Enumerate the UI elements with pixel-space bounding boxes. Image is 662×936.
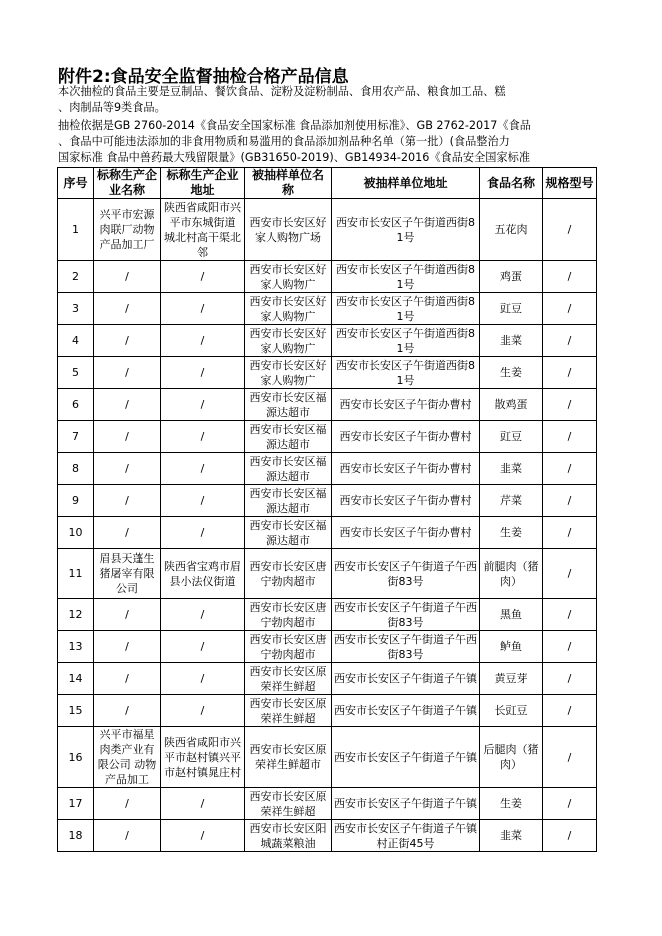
cell-spec: / <box>543 695 597 727</box>
cell-sampled-address: 西安市长安区子午街办曹村 <box>332 421 480 453</box>
header-spec: 规格型号 <box>543 168 597 199</box>
cell-food-name: 豇豆 <box>480 293 543 325</box>
cell-spec: / <box>543 663 597 695</box>
cell-sampled-address: 西安市长安区子午街道子午镇村正街45号 <box>332 820 480 852</box>
cell-sampled-unit: 西安市长安区原荣祥生鲜超 <box>245 663 332 695</box>
table-row <box>58 261 597 293</box>
cell-maker-name: / <box>94 695 161 727</box>
cell-serial: 8 <box>58 453 94 485</box>
cell-food-name: 黑鱼 <box>480 599 543 631</box>
cell-food-name: 五花肉 <box>480 199 543 261</box>
cell-sampled-unit: 西安市长安区好家人购物广 <box>245 293 332 325</box>
table-row <box>58 389 597 421</box>
cell-sampled-address: 西安市长安区子午街道西街81号 <box>332 199 480 261</box>
cell-food-name: 散鸡蛋 <box>480 389 543 421</box>
header-maker-name: 标称生产企业名称 <box>94 168 161 199</box>
cell-spec: / <box>543 293 597 325</box>
cell-sampled-address: 西安市长安区子午街道西街81号 <box>332 325 480 357</box>
table-row <box>58 788 597 820</box>
cell-sampled-address: 西安市长安区子午街道西街81号 <box>332 357 480 389</box>
cell-maker-address: / <box>161 325 245 357</box>
header-sampled-address: 被抽样单位地址 <box>332 168 480 199</box>
cell-maker-name: / <box>94 453 161 485</box>
cell-maker-address: / <box>161 663 245 695</box>
cell-food-name: 韭菜 <box>480 453 543 485</box>
table-row <box>58 517 597 549</box>
cell-sampled-address: 西安市长安区子午街道子午镇 <box>332 695 480 727</box>
table-row <box>58 695 597 727</box>
page-title: 附件2:食品安全监督抽检合格产品信息 <box>58 67 349 87</box>
cell-serial: 15 <box>58 695 94 727</box>
cell-maker-name: 眉县天蓬生猪屠宰有限公司 <box>94 549 161 599</box>
table-row <box>58 357 597 389</box>
cell-serial: 9 <box>58 485 94 517</box>
cell-sampled-unit: 西安市长安区唐宁勃肉超市 <box>245 599 332 631</box>
table-row <box>58 421 597 453</box>
cell-sampled-unit: 西安市长安区好家人购物广场 <box>245 199 332 261</box>
cell-food-name: 豇豆 <box>480 421 543 453</box>
cell-food-name: 后腿肉（猪肉） <box>480 727 543 788</box>
cell-maker-name: / <box>94 325 161 357</box>
table-row <box>58 485 597 517</box>
cell-food-name: 生姜 <box>480 357 543 389</box>
table-row <box>58 549 597 599</box>
cell-sampled-unit: 西安市长安区福源达超市 <box>245 421 332 453</box>
cell-sampled-address: 西安市长安区子午街道子午西街83号 <box>332 599 480 631</box>
cell-serial: 18 <box>58 820 94 852</box>
cell-spec: / <box>543 599 597 631</box>
cell-maker-address: / <box>161 631 245 663</box>
cell-spec: / <box>543 357 597 389</box>
cell-spec: / <box>543 421 597 453</box>
cell-sampled-address: 西安市长安区子午街道子午镇 <box>332 663 480 695</box>
cell-maker-name: / <box>94 421 161 453</box>
cell-sampled-unit: 西安市长安区原荣祥生鲜超 <box>245 788 332 820</box>
table-row <box>58 199 597 261</box>
cell-sampled-unit: 西安市长安区唐宁勃肉超市 <box>245 549 332 599</box>
header-sampled-unit: 被抽样单位名称 <box>245 168 332 199</box>
product-table <box>57 167 597 852</box>
cell-maker-address: / <box>161 421 245 453</box>
cell-maker-name: / <box>94 788 161 820</box>
cell-sampled-address: 西安市长安区子午街办曹村 <box>332 485 480 517</box>
cell-spec: / <box>543 549 597 599</box>
cell-maker-address: / <box>161 517 245 549</box>
cell-spec: / <box>543 631 597 663</box>
cell-sampled-address: 西安市长安区子午街办曹村 <box>332 453 480 485</box>
table-row <box>58 727 597 788</box>
cell-sampled-address: 西安市长安区子午街道子午西街83号 <box>332 631 480 663</box>
cell-spec: / <box>543 517 597 549</box>
cell-spec: / <box>543 788 597 820</box>
cell-serial: 17 <box>58 788 94 820</box>
cell-spec: / <box>543 389 597 421</box>
cell-sampled-address: 西安市长安区子午街道西街81号 <box>332 293 480 325</box>
cell-maker-name: / <box>94 663 161 695</box>
cell-sampled-unit: 西安市长安区阳城蔬菜粮油 <box>245 820 332 852</box>
intro-line: 国家标准 食品中兽药最大残留限量》(GB31650-2019)、GB14934-2016《食品安全国家标准 <box>58 151 531 164</box>
cell-serial: 12 <box>58 599 94 631</box>
cell-sampled-address: 西安市长安区子午街道西街81号 <box>332 261 480 293</box>
cell-spec: / <box>543 261 597 293</box>
cell-food-name: 鲈鱼 <box>480 631 543 663</box>
cell-maker-address: / <box>161 695 245 727</box>
cell-sampled-address: 西安市长安区子午街道子午镇 <box>332 788 480 820</box>
cell-sampled-unit: 西安市长安区唐宁勃肉超市 <box>245 631 332 663</box>
cell-maker-address: / <box>161 293 245 325</box>
cell-food-name: 芹菜 <box>480 485 543 517</box>
cell-food-name: 黄豆芽 <box>480 663 543 695</box>
cell-sampled-unit: 西安市长安区好家人购物广 <box>245 357 332 389</box>
cell-serial: 4 <box>58 325 94 357</box>
table-row <box>58 325 597 357</box>
cell-maker-name: / <box>94 389 161 421</box>
table-row <box>58 293 597 325</box>
cell-serial: 16 <box>58 727 94 788</box>
intro-line: 抽检依据是GB 2760-2014《食品安全国家标准 食品添加剂使用标准》、GB 2762-2017《食品 <box>58 119 531 132</box>
cell-sampled-unit: 西安市长安区原荣祥生鲜超 <box>245 695 332 727</box>
table-row <box>58 663 597 695</box>
cell-spec: / <box>543 453 597 485</box>
cell-sampled-address: 西安市长安区子午街道子午西街83号 <box>332 549 480 599</box>
cell-spec: / <box>543 820 597 852</box>
cell-maker-name: / <box>94 261 161 293</box>
header-food-name: 食品名称 <box>480 168 543 199</box>
cell-serial: 11 <box>58 549 94 599</box>
header-maker-address: 标称生产企业地址 <box>161 168 245 199</box>
intro-line: 本次抽检的食品主要是豆制品、餐饮食品、淀粉及淀粉制品、食用农产品、粮食加工品、糕 <box>58 85 506 98</box>
cell-spec: / <box>543 485 597 517</box>
cell-sampled-unit: 西安市长安区福源达超市 <box>245 453 332 485</box>
cell-serial: 7 <box>58 421 94 453</box>
cell-maker-address: 陕西省咸阳市兴平市东城街道 城北村高干渠北邻 <box>161 199 245 261</box>
cell-sampled-unit: 西安市长安区福源达超市 <box>245 389 332 421</box>
cell-maker-name: / <box>94 599 161 631</box>
cell-maker-address: / <box>161 389 245 421</box>
table-row <box>58 599 597 631</box>
cell-food-name: 韭菜 <box>480 325 543 357</box>
cell-sampled-address: 西安市长安区子午街道子午镇 <box>332 727 480 788</box>
cell-maker-address: / <box>161 820 245 852</box>
cell-serial: 1 <box>58 199 94 261</box>
cell-serial: 14 <box>58 663 94 695</box>
intro-line: 、肉制品等9类食品。 <box>58 101 166 114</box>
cell-sampled-unit: 西安市长安区原荣祥生鲜超市 <box>245 727 332 788</box>
intro-line: 、食品中可能违法添加的非食用物质和易滥用的食品添加剂品种名单（第一批）(食品整治力 <box>58 135 510 148</box>
cell-maker-name: / <box>94 517 161 549</box>
cell-food-name: 生姜 <box>480 788 543 820</box>
cell-serial: 10 <box>58 517 94 549</box>
cell-maker-address: / <box>161 453 245 485</box>
cell-maker-address: / <box>161 788 245 820</box>
cell-serial: 13 <box>58 631 94 663</box>
table-row <box>58 453 597 485</box>
cell-serial: 5 <box>58 357 94 389</box>
cell-food-name: 前腿肉（猪肉） <box>480 549 543 599</box>
cell-maker-name: / <box>94 485 161 517</box>
cell-serial: 3 <box>58 293 94 325</box>
cell-food-name: 韭菜 <box>480 820 543 852</box>
cell-spec: / <box>543 325 597 357</box>
header-serial: 序号 <box>58 168 94 199</box>
cell-maker-name: / <box>94 357 161 389</box>
cell-maker-name: / <box>94 820 161 852</box>
cell-maker-address: / <box>161 599 245 631</box>
cell-food-name: 鸡蛋 <box>480 261 543 293</box>
cell-spec: / <box>543 199 597 261</box>
cell-sampled-unit: 西安市长安区好家人购物广 <box>245 325 332 357</box>
cell-serial: 2 <box>58 261 94 293</box>
cell-sampled-unit: 西安市长安区好家人购物广 <box>245 261 332 293</box>
cell-spec: / <box>543 727 597 788</box>
table-header-row <box>58 168 597 199</box>
cell-food-name: 生姜 <box>480 517 543 549</box>
cell-maker-name: / <box>94 631 161 663</box>
table-row <box>58 631 597 663</box>
cell-sampled-unit: 西安市长安区福源达超市 <box>245 485 332 517</box>
cell-maker-address: 陕西省咸阳市兴平市赵村镇兴平市赵村镇晁庄村 <box>161 727 245 788</box>
cell-maker-name: 兴平市福星肉类产业有限公司 动物产品加工 <box>94 727 161 788</box>
cell-sampled-address: 西安市长安区子午街办曹村 <box>332 389 480 421</box>
cell-serial: 6 <box>58 389 94 421</box>
cell-sampled-address: 西安市长安区子午街办曹村 <box>332 517 480 549</box>
cell-food-name: 长豇豆 <box>480 695 543 727</box>
cell-maker-address: / <box>161 485 245 517</box>
cell-maker-address: / <box>161 357 245 389</box>
cell-maker-name: 兴平市宏源肉联厂动物产品加工厂 <box>94 199 161 261</box>
cell-maker-address: / <box>161 261 245 293</box>
table-row <box>58 820 597 852</box>
cell-maker-name: / <box>94 293 161 325</box>
cell-maker-address: 陕西省宝鸡市眉县小法仪街道 <box>161 549 245 599</box>
cell-sampled-unit: 西安市长安区福源达超市 <box>245 517 332 549</box>
